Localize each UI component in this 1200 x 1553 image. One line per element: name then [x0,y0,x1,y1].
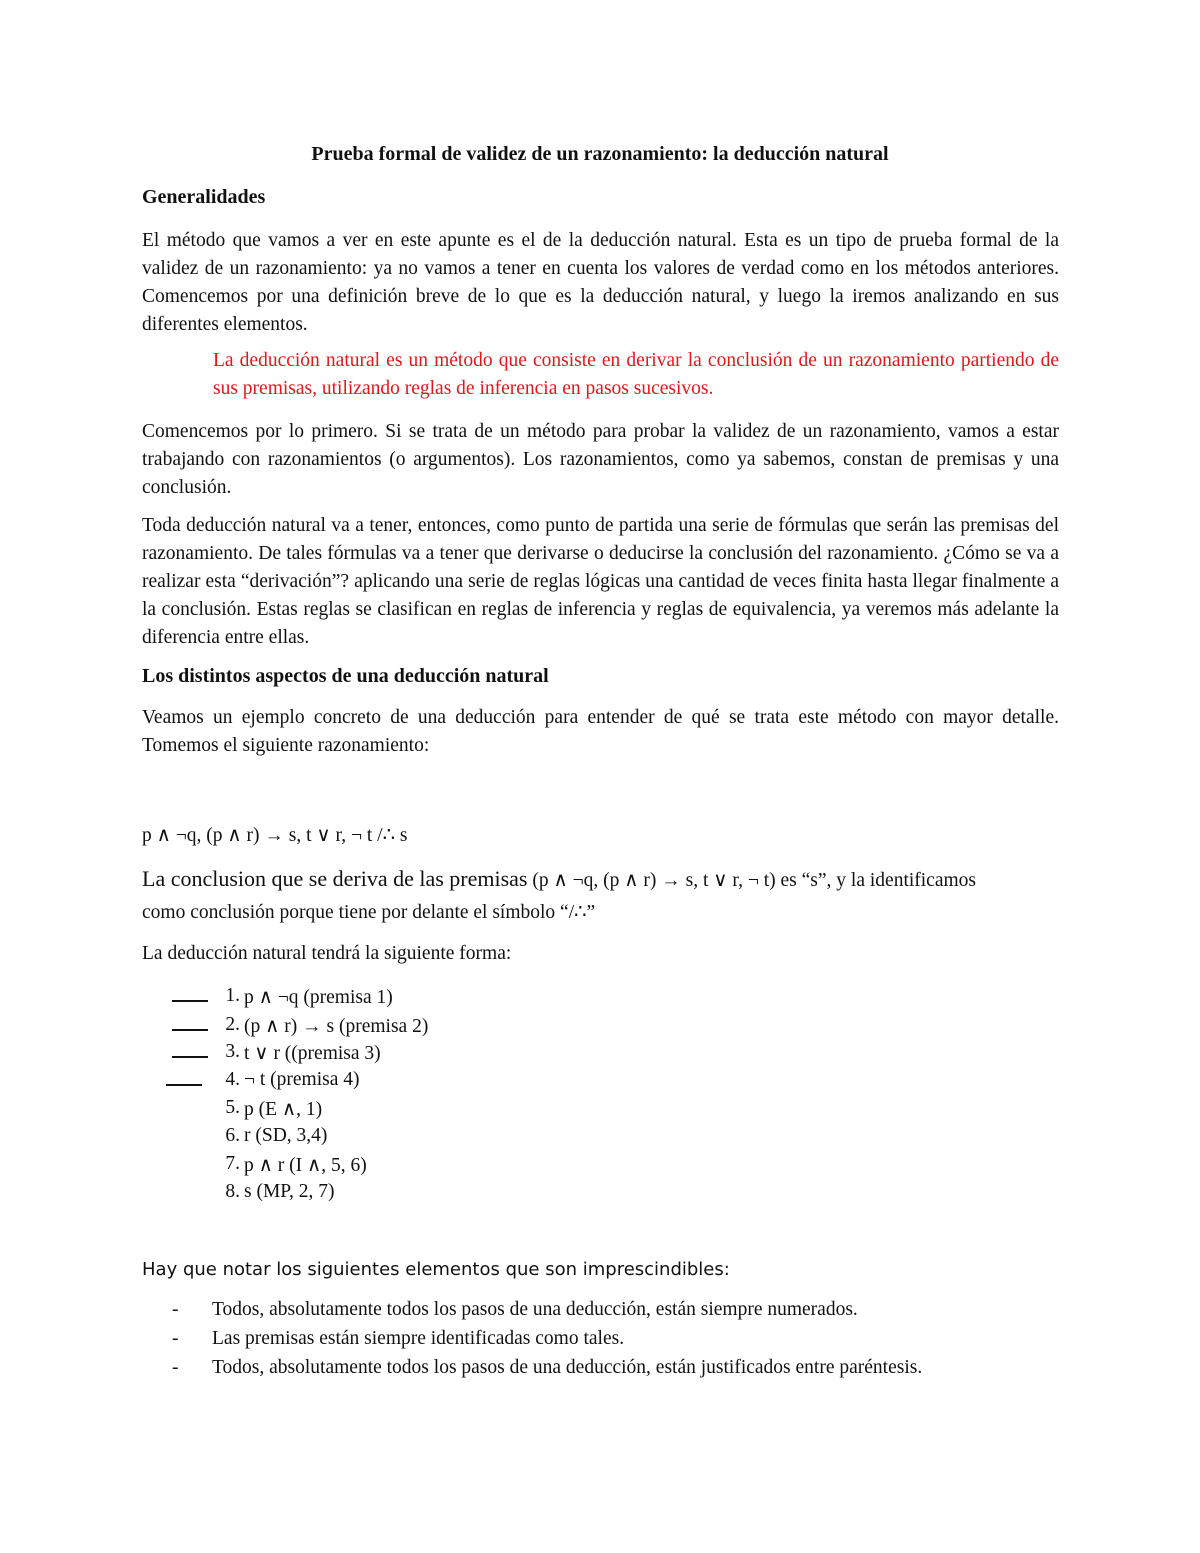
bullet-dash: - [172,1299,179,1320]
step-number: 3. [225,1041,240,1062]
paragraph-derivation: Toda deducción natural va a tener, entonces, como punto de partida una serie de fórmulas que serán las premisas del razonamiento. De tales fórmulas va a tener que derivarse o deducirse la conclusión del razonamiento. ¿Cómo se va a realizar esta “derivación”? aplicando una serie de reglas lógicas una cantidad de veces finita hasta llegar finalmente a la conclusión. Estas reglas se clasifican en reglas de inferencia y reglas de equivalencia, ya veremos más adelante la diferencia entre ellas. [142,515,1059,648]
notes-intro: Hay que notar los siguientes elementos que son imprescindibles: [142,1259,730,1280]
bullet-text: Todos, absolutamente todos los pasos de una deducción, están justificados entre paréntesis. [212,1357,923,1378]
step-text: (p ∧ r) → s (premisa 2) [244,1016,429,1037]
premise-marker [172,1056,208,1058]
heading-generalidades: Generalidades [142,186,266,208]
heading-aspectos: Los distintos aspectos de una deducción natural [142,665,549,687]
premise-marker [172,1029,208,1031]
step-text: r (SD, 3,4) [244,1125,328,1146]
step-number: 8. [225,1181,240,1202]
step-number: 4. [225,1069,240,1090]
step-text: ¬ t (premisa 4) [244,1069,360,1090]
conclusion-line-2: como conclusión porque tiene por delante el símbolo “/∴” [142,902,596,923]
bullet-dash: - [172,1357,179,1378]
argument-formula: p ∧ ¬q, (p ∧ r) → s, t ∨ r, ¬ t /∴ s [142,825,408,846]
step-number: 2. [225,1014,240,1035]
step-text: p ∧ ¬q (premisa 1) [244,987,393,1008]
step-text: t ∨ r ((premisa 3) [244,1043,381,1064]
step-number: 1. [225,985,240,1006]
step-number: 5. [225,1097,240,1118]
step-text: p ∧ r (I ∧, 5, 6) [244,1155,367,1176]
bullet-text: Todos, absolutamente todos los pasos de una deducción, están siempre numerados. [212,1299,858,1320]
step-text: p (E ∧, 1) [244,1099,323,1120]
bullet-dash: - [172,1328,179,1349]
conclusion-line [142,866,976,892]
premise-marker [172,1000,208,1002]
paragraph-premises: Comencemos por lo primero. Si se trata de un método para probar la validez de un razonamiento, vamos a estar trabajando con razonamientos (o argumentos). Los razonamientos, como ya sabemos, constan de premisas y una conclusión. [142,421,1059,498]
conclusion-premises-text: (p ∧ ¬q, (p ∧ r) → s, t ∨ r, ¬ t) es “s”, y la identificamos [527,870,977,891]
paragraph-example: Veamos un ejemplo concreto de una deducción para entender de qué se trata este método con mayor detalle. Tomemos el siguiente razonamiento: [142,707,1059,756]
step-number: 7. [225,1153,240,1174]
step-text: s (MP, 2, 7) [244,1181,335,1202]
document-title: Prueba formal de validez de un razonamiento: la deducción natural [311,143,889,165]
paragraph-intro: El método que vamos a ver en este apunte es el de la deducción natural. Esta es un tipo de prueba formal de la validez de un razonamiento: ya no vamos a tener en cuenta los valores de verdad como en los métodos anteriores. Comencemos por una definición breve de lo que es la deducción natural, y luego la iremos analizando en sus diferentes elementos. [142,230,1059,335]
conclusion-lead-text: La conclusion que se deriva de las premisas [142,866,528,891]
step-number: 6. [225,1125,240,1146]
form-intro: La deducción natural tendrá la siguiente forma: [142,943,512,964]
definition-quote: La deducción natural es un método que consiste en derivar la conclusión de un razonamiento partiendo de sus premisas, utilizando reglas de inferencia en pasos sucesivos. [213,350,1059,399]
bullet-text: Las premisas están siempre identificadas como tales. [212,1328,625,1349]
premise-marker [166,1084,202,1086]
